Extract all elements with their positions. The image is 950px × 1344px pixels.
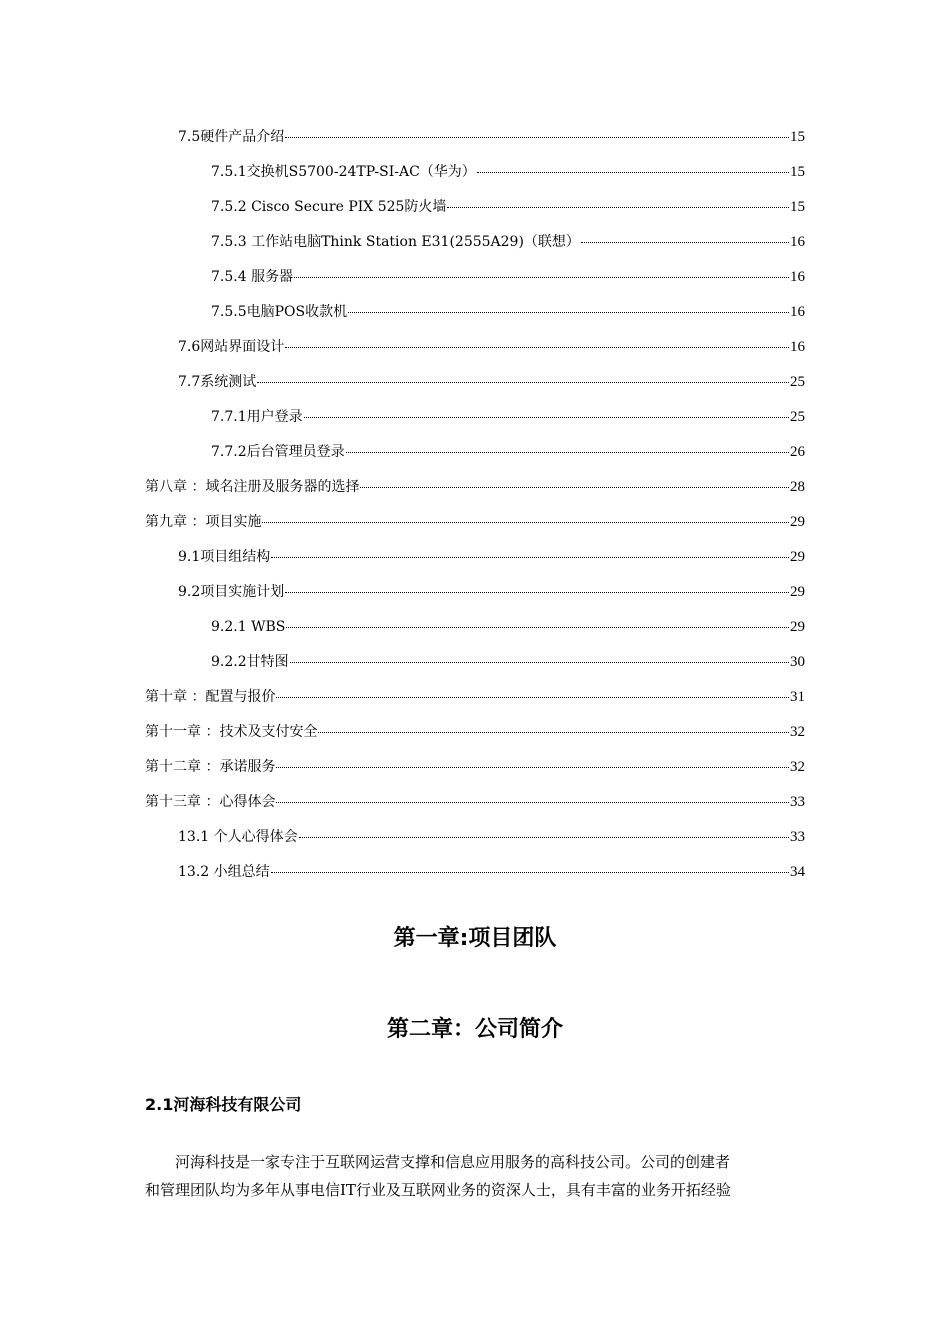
toc-entry-page-number: 30 — [790, 654, 805, 670]
toc-entry-page-number: 32 — [790, 759, 805, 775]
toc-entry[interactable] — [145, 715, 805, 750]
toc-dot-leader — [304, 416, 789, 418]
toc-entry-title: 7.5.1交换机S5700-24TP-SI-AC（华为） — [211, 164, 476, 180]
toc-entry[interactable] — [178, 365, 805, 400]
toc-entry-title: 7.7.1用户登录 — [211, 409, 303, 425]
toc-entry[interactable] — [211, 610, 805, 645]
toc-entry[interactable] — [178, 820, 805, 855]
toc-entry-page-number: 29 — [790, 619, 805, 635]
toc-entry-page-number: 32 — [790, 724, 805, 740]
toc-entry[interactable] — [211, 190, 805, 225]
toc-entry-page-number: 31 — [790, 689, 805, 705]
toc-entry-page-number: 16 — [790, 269, 805, 285]
toc-entry-title: 7.6网站界面设计 — [178, 339, 285, 355]
toc-entry[interactable] — [211, 435, 805, 470]
toc-entry-title: 13.1 个人心得体会 — [178, 829, 298, 845]
toc-entry-page-number: 15 — [790, 164, 805, 180]
toc-entry[interactable] — [211, 400, 805, 435]
toc-dot-leader — [257, 381, 789, 383]
toc-entry-page-number: 15 — [790, 129, 805, 145]
toc-dot-leader — [346, 451, 789, 453]
toc-entry-title: 7.5.4 服务器 — [211, 269, 294, 285]
toc-entry[interactable] — [145, 505, 805, 540]
toc-dot-leader — [286, 626, 789, 628]
toc-entry[interactable] — [145, 470, 805, 505]
toc-entry-page-number: 29 — [790, 514, 805, 530]
toc-dot-leader — [285, 591, 789, 593]
toc-dot-leader — [276, 801, 789, 803]
toc-entry-title: 7.5硬件产品介绍 — [178, 129, 285, 145]
toc-entry-title: 第十一章 ：技术及支付安全 — [145, 724, 318, 740]
toc-entry-page-number: 25 — [790, 374, 805, 390]
toc-entry-title: 7.5.3 工作站电脑Think Station E31(2555A29)（联想） — [211, 234, 580, 250]
toc-dot-leader — [318, 731, 789, 733]
toc-entry-title: 第十章 ：配置与报价 — [145, 689, 276, 705]
toc-dot-leader — [290, 661, 789, 663]
toc-entry-title: 9.2.1 WBS — [211, 619, 286, 635]
toc-entry-page-number: 33 — [790, 794, 805, 810]
toc-entry-page-number: 25 — [790, 409, 805, 425]
toc-entry-page-number: 16 — [790, 304, 805, 320]
toc-dot-leader — [581, 241, 789, 243]
toc-entry-page-number: 16 — [790, 234, 805, 250]
toc-dot-leader — [299, 836, 789, 838]
toc-entry-title: 7.7.2后台管理员登录 — [211, 444, 345, 460]
toc-entry-title: 7.7系统测试 — [178, 374, 257, 390]
chapter-1-heading: 第一章:项目团队 — [393, 926, 557, 951]
toc-entry[interactable] — [145, 785, 805, 820]
toc-entry-page-number: 33 — [790, 829, 805, 845]
body-paragraph — [145, 1148, 810, 1204]
toc-dot-leader — [262, 521, 789, 523]
toc-entry-page-number: 15 — [790, 199, 805, 215]
toc-entry-title: 13.2 小组总结 — [178, 864, 270, 880]
toc-entry[interactable] — [178, 120, 805, 155]
toc-dot-leader — [447, 206, 789, 208]
toc-dot-leader — [294, 276, 789, 278]
toc-dot-leader — [360, 486, 789, 488]
toc-dot-leader — [477, 171, 789, 173]
toc-entry[interactable] — [211, 225, 805, 260]
toc-entry-page-number: 26 — [790, 444, 805, 460]
toc-entry[interactable] — [211, 155, 805, 190]
toc-entry[interactable] — [178, 575, 805, 610]
toc-entry-page-number: 34 — [790, 864, 805, 880]
toc-entry[interactable] — [178, 540, 805, 575]
toc-entry[interactable] — [145, 750, 805, 785]
toc-entry-page-number: 29 — [790, 584, 805, 600]
toc-dot-leader — [271, 871, 789, 873]
toc-dot-leader — [285, 136, 789, 138]
toc-entry[interactable] — [178, 855, 805, 890]
toc-entry-page-number: 29 — [790, 549, 805, 565]
paragraph-line: 河海科技是一家专注于互联网运营支撑和信息应用服务的高科技公司。公司的创建者 — [145, 1153, 731, 1171]
toc-entry[interactable] — [211, 295, 805, 330]
toc-entry-page-number: 28 — [790, 479, 805, 495]
toc-entry-title: 第十二章 ：承诺服务 — [145, 759, 276, 775]
toc-entry[interactable] — [211, 645, 805, 680]
toc-entry-title: 第八章 ：域名注册及服务器的选择 — [145, 479, 360, 495]
toc-dot-leader — [276, 696, 789, 698]
toc-entry-title: 第十三章 ：心得体会 — [145, 794, 276, 810]
toc-entry[interactable] — [145, 680, 805, 715]
section-2-1-heading: 2.1河海科技有限公司 — [145, 1095, 302, 1114]
toc-dot-leader — [348, 311, 789, 313]
toc-entry-title: 7.5.5电脑POS收款机 — [211, 304, 348, 320]
toc-entry-title: 9.2项目实施计划 — [178, 584, 285, 600]
toc-dot-leader — [271, 556, 789, 558]
toc-dot-leader — [285, 346, 789, 348]
chapter-2-heading: 第二章：公司简介 — [386, 1017, 563, 1042]
toc-entry-title: 9.2.2甘特图 — [211, 654, 289, 670]
toc-dot-leader — [276, 766, 789, 768]
toc-entry-title: 9.1项目组结构 — [178, 549, 271, 565]
toc-entry-title: 7.5.2 Cisco Secure PIX 525防火墙 — [211, 199, 447, 215]
toc-entry-page-number: 16 — [790, 339, 805, 355]
toc-entry[interactable] — [178, 330, 805, 365]
toc-entry[interactable] — [211, 260, 805, 295]
paragraph-line: 和管理团队均为多年从事电信IT行业及互联网业务的资深人士，具有丰富的业务开拓经验 — [145, 1181, 731, 1199]
toc-entry-title: 第九章 ：项目实施 — [145, 514, 262, 530]
